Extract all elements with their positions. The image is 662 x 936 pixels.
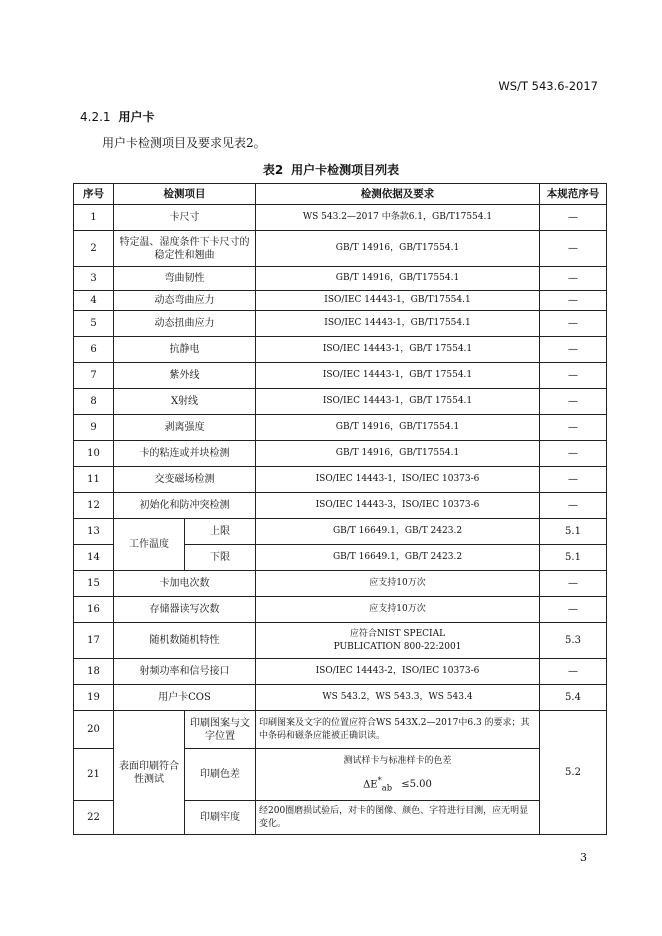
row-subitem: 印刷牢度: [185, 801, 256, 835]
row-basis: ISO/IEC 14443-1，ISO/IEC 10373-6: [256, 467, 540, 493]
row-basis: 经200圈磨损试验后，对卡的图像、颜色、字符进行目测，应无明显变化。: [256, 801, 540, 835]
row-basis: ISO/IEC 14443-3，ISO/IEC 10373-6: [256, 493, 540, 519]
inspection-items-table: [73, 183, 607, 835]
table-caption: 用户卡检测项目列表: [291, 163, 400, 177]
basis-line: 测试样卡与标准样卡的色差: [343, 755, 452, 766]
row-basis: ISO/IEC 14443-1，GB/T17554.1: [256, 291, 540, 311]
table-row: [74, 267, 607, 291]
row-basis: GB/T 14916，GB/T17554.1: [256, 415, 540, 441]
row-ref: —: [540, 571, 607, 597]
row-basis: 应支持10万次: [256, 571, 540, 597]
delta-e-sup: *: [377, 774, 382, 785]
row-subitem: 上限: [185, 519, 256, 545]
table-row: [74, 441, 607, 467]
row-basis: GB/T 16649.1，GB/T 2423.2: [256, 545, 540, 571]
work-temperature-group: 工作温度: [114, 519, 185, 571]
row-ref: —: [540, 493, 607, 519]
row-basis: [256, 749, 540, 801]
row-item: 卡的粘连或并块检测: [114, 441, 256, 467]
row-item: 动态弯曲应力: [114, 291, 256, 311]
row-subitem: 下限: [185, 545, 256, 571]
color-difference-condition: [259, 774, 536, 794]
row-basis: ISO/IEC 14443-1，GB/T 17554.1: [256, 389, 540, 415]
row-item: X射线: [114, 389, 256, 415]
delta-e-sub: ab: [381, 782, 393, 793]
row-basis: GB/T 14916，GB/T17554.1: [256, 267, 540, 291]
row-item: 特定温、湿度条件下卡尺寸的稳定性和翘曲: [114, 231, 256, 267]
row-number: 1: [74, 205, 114, 231]
print-conformity-group: 表面印刷符合性测试: [114, 711, 185, 835]
row-item: 随机数随机特性: [114, 623, 256, 659]
row-subitem: 印刷色差: [185, 749, 256, 801]
column-header-item: 检测项目: [114, 184, 256, 205]
table-row: [74, 337, 607, 363]
table-row: [74, 597, 607, 623]
column-header-no: 序号: [74, 184, 114, 205]
row-item: 卡尺寸: [114, 205, 256, 231]
row-item: 紫外线: [114, 363, 256, 389]
row-number: 12: [74, 493, 114, 519]
row-number: 13: [74, 519, 114, 545]
row-basis: ISO/IEC 14443-1，GB/T 17554.1: [256, 363, 540, 389]
row-subitem: 印刷图案与文字位置: [185, 711, 256, 749]
row-basis: [256, 623, 540, 659]
table-row: [74, 415, 607, 441]
row-ref: —: [540, 659, 607, 685]
row-item: 射频功率和信号接口: [114, 659, 256, 685]
table-row: [74, 205, 607, 231]
row-number: 4: [74, 291, 114, 311]
row-number: 7: [74, 363, 114, 389]
row-basis: ISO/IEC 14443-1，GB/T17554.1: [256, 311, 540, 337]
row-ref: —: [540, 311, 607, 337]
row-number: 16: [74, 597, 114, 623]
row-number: 9: [74, 415, 114, 441]
row-ref: —: [540, 205, 607, 231]
row-ref: —: [540, 291, 607, 311]
table-row: [74, 571, 607, 597]
row-ref: —: [540, 231, 607, 267]
page-number: 3: [580, 851, 587, 864]
table-row: [74, 389, 607, 415]
row-number: 22: [74, 801, 114, 835]
column-header-basis: 检测依据及要求: [256, 184, 540, 205]
row-number: 6: [74, 337, 114, 363]
row-item: 初始化和防冲突检测: [114, 493, 256, 519]
table-header-row: [74, 184, 607, 205]
row-ref: —: [540, 267, 607, 291]
row-ref: 5.1: [540, 545, 607, 571]
row-item: 动态扭曲应力: [114, 311, 256, 337]
table-title: [0, 161, 662, 178]
table-row: [74, 711, 607, 749]
row-ref: —: [540, 597, 607, 623]
table-row: [74, 493, 607, 519]
row-basis: 应支持10万次: [256, 597, 540, 623]
table-row: [74, 685, 607, 711]
basis-line: PUBLICATION 800-22:2001: [333, 641, 462, 652]
row-basis: GB/T 16649.1，GB/T 2423.2: [256, 519, 540, 545]
row-ref: —: [540, 363, 607, 389]
row-number: 14: [74, 545, 114, 571]
row-number: 17: [74, 623, 114, 659]
row-ref: —: [540, 441, 607, 467]
delta-e-limit: ≤5.00: [401, 779, 432, 791]
row-basis: WS 543.2，WS 543.3，WS 543.4: [256, 685, 540, 711]
row-number: 20: [74, 711, 114, 749]
row-ref: —: [540, 337, 607, 363]
section-number: 4.2.1: [80, 110, 111, 124]
row-number: 15: [74, 571, 114, 597]
row-ref: —: [540, 467, 607, 493]
row-number: 21: [74, 749, 114, 801]
section-title: 用户卡: [118, 110, 155, 124]
row-item: 用户卡COS: [114, 685, 256, 711]
row-ref: —: [540, 415, 607, 441]
row-item: 弯曲韧性: [114, 267, 256, 291]
row-item: 抗静电: [114, 337, 256, 363]
table-row: [74, 311, 607, 337]
column-header-ref: 本规范序号: [540, 184, 607, 205]
row-number: 10: [74, 441, 114, 467]
row-basis: GB/T 14916，GB/T17554.1: [256, 231, 540, 267]
table-row: [74, 659, 607, 685]
intro-paragraph: 用户卡检测项目及要求见表2。: [102, 136, 266, 150]
row-number: 8: [74, 389, 114, 415]
row-number: 19: [74, 685, 114, 711]
row-ref: 5.2: [540, 711, 607, 835]
row-number: 5: [74, 311, 114, 337]
row-item: 剥离强度: [114, 415, 256, 441]
table-row: [74, 467, 607, 493]
delta-e-symbol: ΔE: [363, 779, 378, 791]
row-number: 18: [74, 659, 114, 685]
table-row: [74, 623, 607, 659]
table-row: [74, 519, 607, 545]
row-ref: —: [540, 389, 607, 415]
row-ref: 5.1: [540, 519, 607, 545]
row-item: 存储器读写次数: [114, 597, 256, 623]
section-heading: [80, 108, 155, 125]
row-ref: 5.4: [540, 685, 607, 711]
table-row: [74, 291, 607, 311]
basis-line: 应符合NIST SPECIAL: [349, 628, 446, 639]
document-code: WS/T 543.6-2017: [498, 79, 598, 93]
row-item: 卡加电次数: [114, 571, 256, 597]
row-basis: GB/T 14916，GB/T17554.1: [256, 441, 540, 467]
table-row: [74, 231, 607, 267]
row-number: 2: [74, 231, 114, 267]
row-basis: WS 543.2—2017 中条款6.1，GB/T17554.1: [256, 205, 540, 231]
table-row: [74, 363, 607, 389]
row-ref: 5.3: [540, 623, 607, 659]
row-basis: ISO/IEC 14443-2，ISO/IEC 10373-6: [256, 659, 540, 685]
row-number: 11: [74, 467, 114, 493]
row-basis: ISO/IEC 14443-1，GB/T 17554.1: [256, 337, 540, 363]
row-item: 交变磁场检测: [114, 467, 256, 493]
row-number: 3: [74, 267, 114, 291]
table-number: 表2: [262, 163, 284, 177]
row-basis: 印刷图案及文字的位置应符合WS 543X.2—2017中6.3 的要求；其中条码和磁条应能被正确识读。: [256, 711, 540, 749]
